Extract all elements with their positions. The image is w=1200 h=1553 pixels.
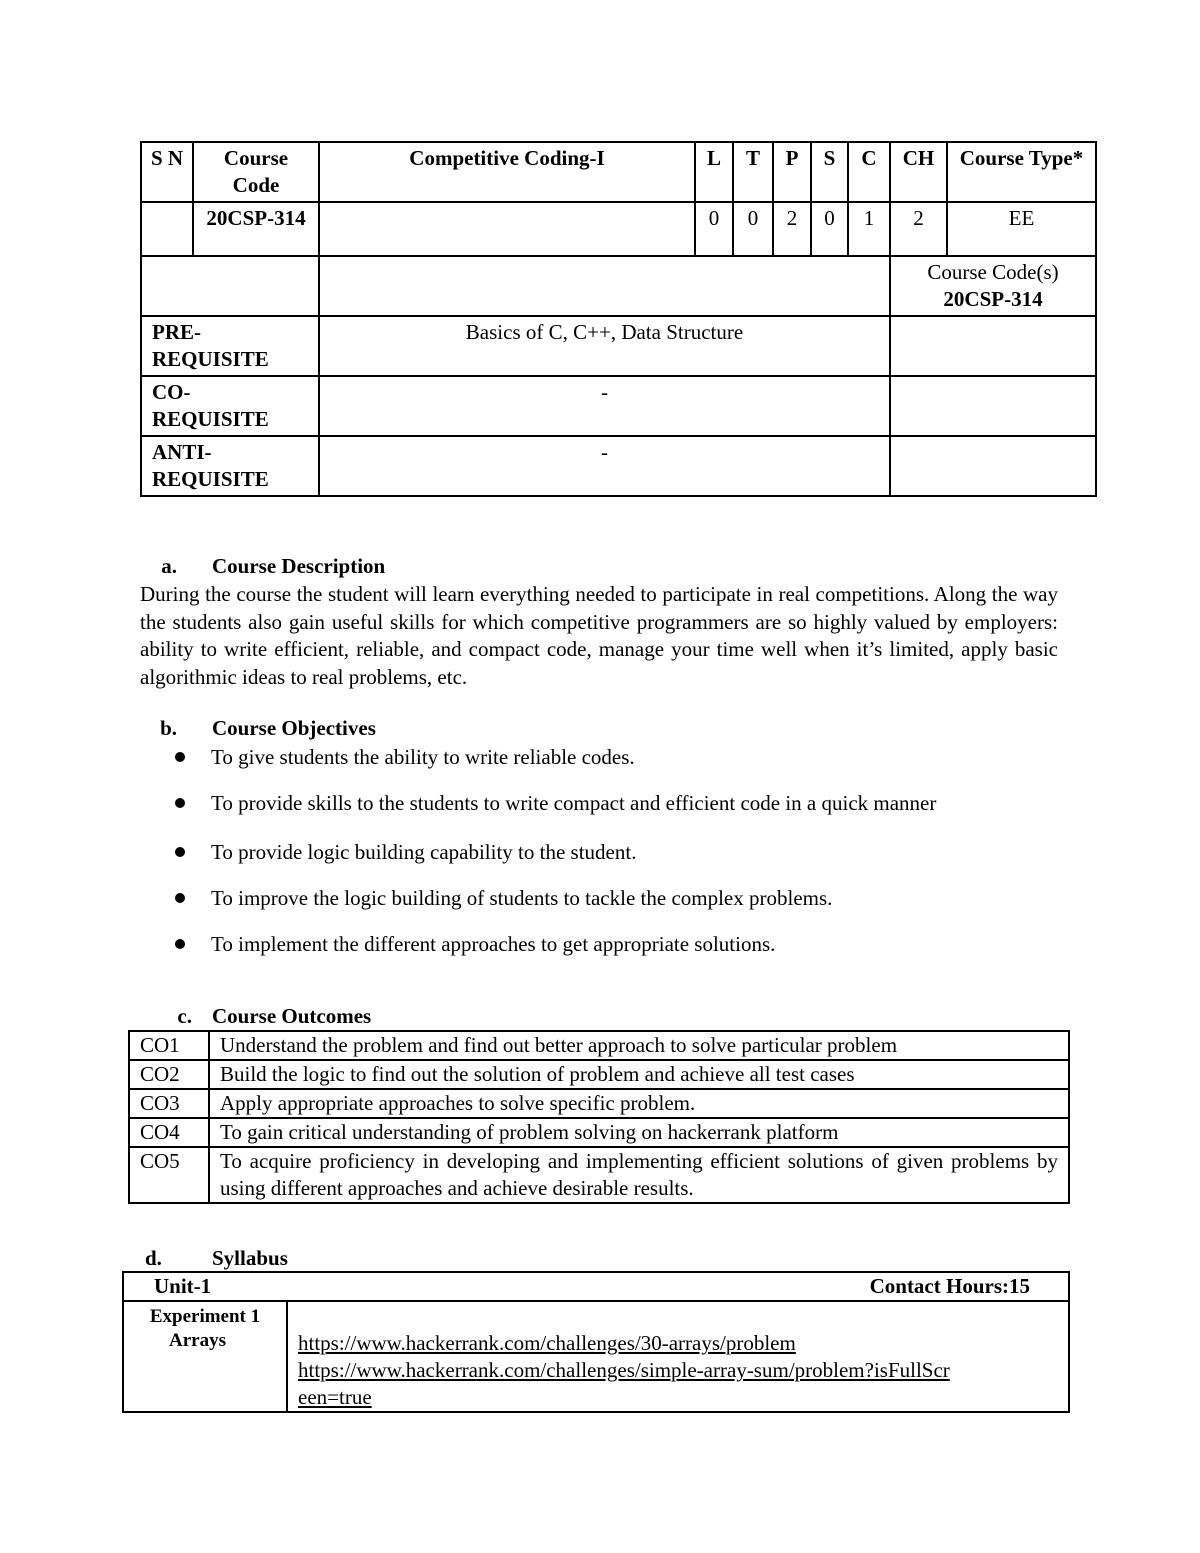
experiment-cell [123,1301,287,1412]
t-value: 0 [733,202,773,256]
objectives-letter: b. [160,716,177,740]
objective-text: To provide logic building capability to the student. [211,840,637,864]
description-title: Course Description [212,554,386,578]
outcome-text: Build the logic to find out the solution of problem and achieve all test cases [209,1060,1069,1089]
objective-text: To give students the ability to write reliable codes. [211,745,635,769]
outcome-code: CO5 [129,1147,209,1203]
objective-text: To improve the logic building of students to tackle the complex problems. [211,886,833,910]
experiment-links-cell [287,1301,1069,1412]
prerequisite-label-text: PRE-REQUISITE [152,320,269,371]
empty-cell [890,436,1096,496]
objectives-title: Course Objectives [212,716,376,740]
prerequisite-value: Basics of C, C++, Data Structure [319,316,890,376]
outcomes-table [128,1030,1070,1204]
outcome-code: CO3 [129,1089,209,1118]
hackerrank-link[interactable]: https://www.hackerrank.com/challenges/30-arrays/problem [298,1331,796,1355]
ch-value: 2 [890,202,947,256]
l-header: L [695,142,733,202]
objective-text: To implement the different approaches to get appropriate solutions. [211,932,776,956]
corequisite-label-text: CO-REQUISITE [152,380,269,431]
course-code-header: Course Code [193,142,319,202]
empty-cell [890,376,1096,436]
experiment-topic: Arrays [169,1330,226,1351]
syllabus-table [122,1271,1070,1413]
description-text: During the course the student will learn everything needed to participate in real competitions. Along the way the students also gain useful skills for which competitive programmers are so highly valued by employers: ability to write efficient, reliable, and compact code, manage your time well when it’s limited, apply basic algorithmic ideas to real problems, etc. [140,582,1058,689]
antirequisite-value: - [319,436,890,496]
empty-cell [319,256,890,316]
ch-header: CH [890,142,947,202]
objective-text: To provide skills to the students to write compact and efficient code in a quick manner [211,791,937,815]
p-value: 2 [773,202,811,256]
course-type-value: EE [947,202,1096,256]
s-header: S [811,142,848,202]
empty-cell [141,256,319,316]
table-row [129,1031,1069,1060]
description-heading [140,554,385,579]
sn-value [141,202,193,256]
objectives-heading [140,716,376,741]
outcomes-heading [140,1004,371,1029]
syllabus-title: Syllabus [212,1246,288,1270]
syllabus-heading [145,1246,288,1271]
empty-cell [890,316,1096,376]
course-code-value: 20CSP-314 [193,202,319,256]
p-header: P [773,142,811,202]
antirequisite-label-text: ANTI-REQUISITE [152,440,269,491]
table-row [129,1060,1069,1089]
bullet-icon [175,847,185,857]
table-row [129,1147,1069,1203]
course-info-table [140,141,1097,497]
objective-item [175,930,1075,958]
syllabus-letter: d. [145,1246,162,1270]
table-row [129,1089,1069,1118]
unit-row [123,1272,1069,1301]
corequisite-label [141,376,319,436]
sn-header: S N [141,142,193,202]
contact-hours: Contact Hours:15 [869,1274,1030,1298]
experiment-title: Experiment 1 [149,1306,261,1327]
objective-item [175,838,1075,866]
outcome-code: CO4 [129,1118,209,1147]
l-value: 0 [695,202,733,256]
outcome-code: CO1 [129,1031,209,1060]
objective-item [175,884,1075,912]
objective-item [175,743,1075,771]
bullet-icon [175,752,185,762]
bullet-icon [175,893,185,903]
bullet-icon [175,939,185,949]
objective-item [175,789,1075,817]
table-row [129,1118,1069,1147]
course-codes-cell [890,256,1096,316]
outcome-code: CO2 [129,1060,209,1089]
outcomes-title: Course Outcomes [212,1004,372,1028]
outcome-text: To gain critical understanding of problem solving on hackerrank platform [209,1118,1069,1147]
prerequisite-label [141,316,319,376]
outcomes-letter: c. [177,1004,192,1028]
outcome-text: Apply appropriate approaches to solve specific problem. [209,1089,1069,1118]
s-value: 0 [811,202,848,256]
outcome-text: Understand the problem and find out better approach to solve particular problem [209,1031,1069,1060]
c-value: 1 [848,202,890,256]
antirequisite-label [141,436,319,496]
bullet-icon [175,798,185,808]
outcome-text: To acquire proficiency in developing and implementing efficient solutions of given problems by using different approaches and achieve desirable results. [209,1147,1069,1203]
c-header: C [848,142,890,202]
course-codes-label: Course Code(s) [927,260,1059,284]
unit-label: Unit-1 [154,1274,212,1298]
t-header: T [733,142,773,202]
course-type-header: Course Type* [947,142,1096,202]
title-empty-cell [319,202,695,256]
hackerrank-link[interactable]: https://www.hackerrank.com/challenges/simple-array-sum/problem?isFullScreen=true [298,1358,950,1409]
corequisite-value: - [319,376,890,436]
course-title: Competitive Coding-I [319,142,695,202]
course-codes-value: 20CSP-314 [943,287,1043,311]
description-letter: a. [161,554,177,578]
